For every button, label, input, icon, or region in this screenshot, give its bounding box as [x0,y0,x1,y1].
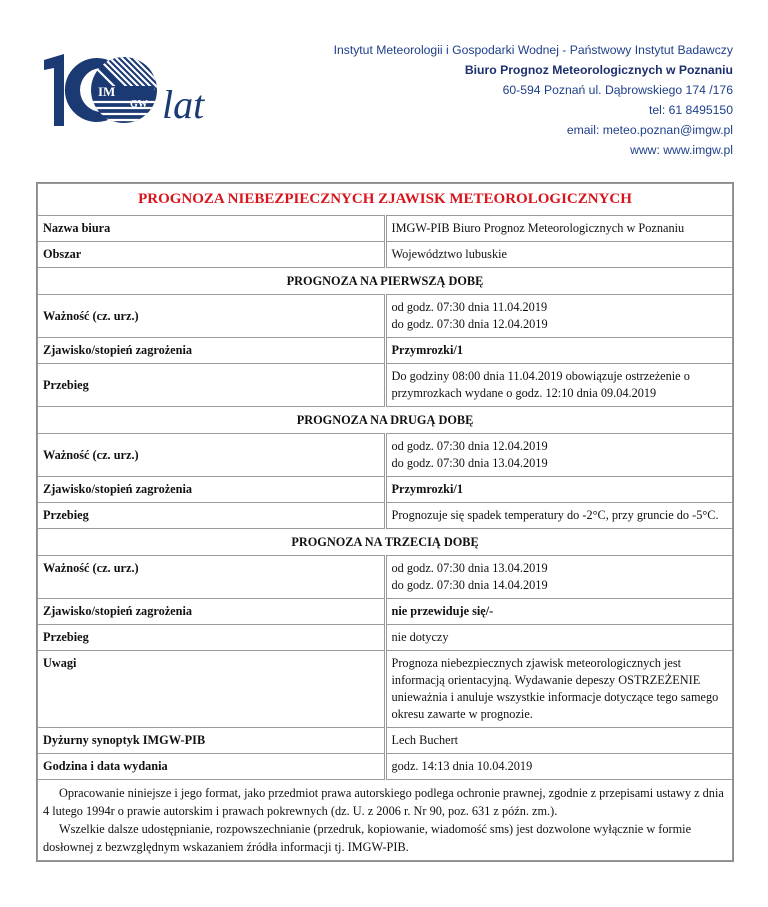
phenomenon-label: Zjawisko/stopień zagrożenia [38,477,386,503]
validity-from: od godz. 07:30 dnia 13.04.2019 [391,561,548,575]
forecast-document [36,182,734,862]
imgw-100-lat-logo-icon [42,50,242,130]
day1-heading: PROGNOZA NA PIERWSZĄ DOBĘ [38,268,733,295]
svg-text:IM: IM [98,84,116,99]
validity-to: do godz. 07:30 dnia 13.04.2019 [391,456,548,470]
table-row [38,364,733,407]
svg-text:GW: GW [130,99,148,110]
course-value: nie dotyczy [385,625,733,651]
validity-to: do godz. 07:30 dnia 14.04.2019 [391,578,548,592]
issued-label: Godzina i data wydania [38,754,386,780]
course-value: Do godziny 08:00 dnia 11.04.2019 obowiązuje ostrzeżenie o przymrozkach wydane o godz. 12:10 dnia 09.04.2019 [385,364,733,407]
course-label: Przebieg [38,364,386,407]
website-link[interactable]: www: www.imgw.pl [630,143,733,157]
table-row [38,295,733,338]
phenomenon-value: Przymrozki/1 [385,338,733,364]
day3-heading: PROGNOZA NA TRZECIĄ DOBĘ [38,529,733,556]
phenomenon-label: Zjawisko/stopień zagrożenia [38,338,386,364]
table-row [38,625,733,651]
area-value: Województwo lubuskie [385,242,733,268]
section-row [38,529,733,556]
forecaster-label: Dyżurny synoptyk IMGW-PIB [38,728,386,754]
validity-value [385,556,733,599]
phenomenon-value: Przymrozki/1 [385,477,733,503]
validity-from: od godz. 07:30 dnia 12.04.2019 [391,439,548,453]
office-name: Biuro Prognoz Meteorologicznych w Poznaniu [464,63,733,77]
table-row [38,599,733,625]
area-label: Obszar [38,242,386,268]
address: 60-594 Poznań ul. Dąbrowskiego 174 /176 [502,83,733,97]
title-row [38,184,733,216]
course-label: Przebieg [38,503,386,529]
validity-label: Ważność (cz. urz.) [38,556,386,599]
table-row [38,242,733,268]
table-row [38,754,733,780]
validity-to: do godz. 07:30 dnia 12.04.2019 [391,317,548,331]
remarks-value: Prognoza niebezpiecznych zjawisk meteorologicznych jest informacją orientacyjną. Wydawanie depeszy OSTRZEŻENIE unieważnia i anuluje wszystkie informacje dotyczące tego samego okresu zawarte w prognozie. [385,651,733,728]
table-row [38,503,733,529]
validity-label: Ważność (cz. urz.) [38,434,386,477]
legal-notice [38,780,733,861]
validity-from: od godz. 07:30 dnia 11.04.2019 [391,300,548,314]
footer-row [38,780,733,861]
section-row [38,268,733,295]
remarks-label: Uwagi [38,651,386,728]
office-value: IMGW-PIB Biuro Prognoz Meteorologicznych w Poznaniu [385,216,733,242]
letterhead [0,0,768,170]
institute-name: Instytut Meteorologii i Gospodarki Wodnej - Państwowy Instytut Badawczy [333,43,733,57]
office-label: Nazwa biura [38,216,386,242]
forecast-table [37,183,733,861]
day2-heading: PROGNOZA NA DRUGĄ DOBĘ [38,407,733,434]
forecaster-value: Lech Buchert [385,728,733,754]
course-value: Prognozuje się spadek temperatury do -2°C, przy gruncie do -5°C. [385,503,733,529]
document-title: PROGNOZA NIEBEZPIECZNYCH ZJAWISK METEOROLOGICZNYCH [38,184,733,216]
table-row [38,728,733,754]
contact-block [334,40,733,160]
validity-value [385,434,733,477]
table-row [38,216,733,242]
validity-value [385,295,733,338]
course-label: Przebieg [38,625,386,651]
table-row [38,338,733,364]
validity-label: Ważność (cz. urz.) [38,295,386,338]
table-row [38,434,733,477]
table-row [38,651,733,728]
phenomenon-value: nie przewiduje się/- [385,599,733,625]
section-row [38,407,733,434]
table-row [38,477,733,503]
table-row [38,556,733,599]
copyright-notice: Opracowanie niniejsze i jego format, jako przedmiot prawa autorskiego podlega ochronie prawnej, zgodnie z przepisami ustawy z dnia 4 lutego 1994r o prawie autorskim i prawach pokrewnych (dz. U. z 2006 r. Nr 90, poz. 631 z późn. zm.). [43,786,724,818]
email-link[interactable]: email: meteo.poznan@imgw.pl [566,123,733,137]
issued-value: godz. 14:13 dnia 10.04.2019 [385,754,733,780]
distribution-notice: Wszelkie dalsze udostępnianie, rozpowszechnianie (przedruk, kopiowanie, wiadomość sms) jest dozwolone wyłącznie w formie dosłownej z bezwzględnym wskazaniem źródła informacji tj. IMGW-PIB. [43,822,692,854]
phone: tel: 61 8495150 [648,103,733,117]
phenomenon-label: Zjawisko/stopień zagrożenia [38,599,386,625]
svg-text:lat: lat [162,82,205,127]
